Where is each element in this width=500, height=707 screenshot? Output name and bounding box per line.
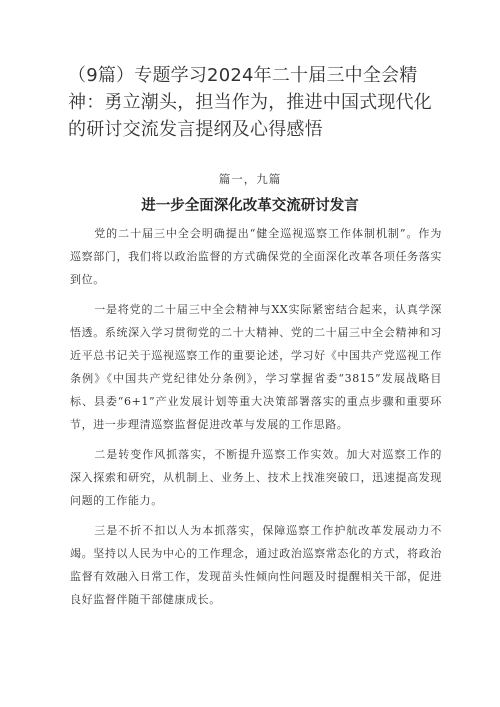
paragraph-point-one: 一是将党的二十届三中全会精神与XX实际紧密结合起来，认真学深悟透。系统深入学习贯彻党的二十大精神、党的二十届三中全会精神和习近平总书记关于巡视巡察工作的重要论述，学习好《中国共产党巡视工作条例》《中国共产党纪律处分条例》，学习掌握省委“3815”发展战略目标、县委“6+1”产业发展计划等重大决策部署落实的重点步骤和重要环节，进一步理清巡察监督促进改革与发展的工作思路。 <box>70 303 442 431</box>
article-title: 进一步全面深化改革交流研讨发言 <box>141 198 359 214</box>
paragraph-intro: 党的二十届三中全会明确提出“健全巡视巡察工作体制机制”。作为巡察部门，我们将以政治监督的方式确保党的全面深化改革各项任务落实到位。 <box>70 227 442 286</box>
section-label: 篇一，九篇 <box>218 172 282 186</box>
paragraph-point-two: 二是转变作风抓落实，不断提升巡察工作实效。加大对巡察工作的深入探索和研究，从机制上、业务上、技术上找准突破口，迅速提高发现问题的工作能力。 <box>70 448 442 507</box>
article-body <box>70 222 442 618</box>
document-title: （9篇）专题学习2024年二十届三中全会精神：勇立潮头，担当作为，推进中国式现代化的研讨交流发言提纲及心得感悟 <box>68 65 432 140</box>
paragraph-point-three: 三是不折不扣以人为本抓落实，保障巡察工作护航改革发展动力不竭。坚持以人民为中心的工作理念，通过政治巡察常态化的方式，将政治监督有效融入日常工作，发现苗头性倾向性问题及时提醒相关干部，促进良好监督伴随干部健康成长。 <box>70 524 442 606</box>
